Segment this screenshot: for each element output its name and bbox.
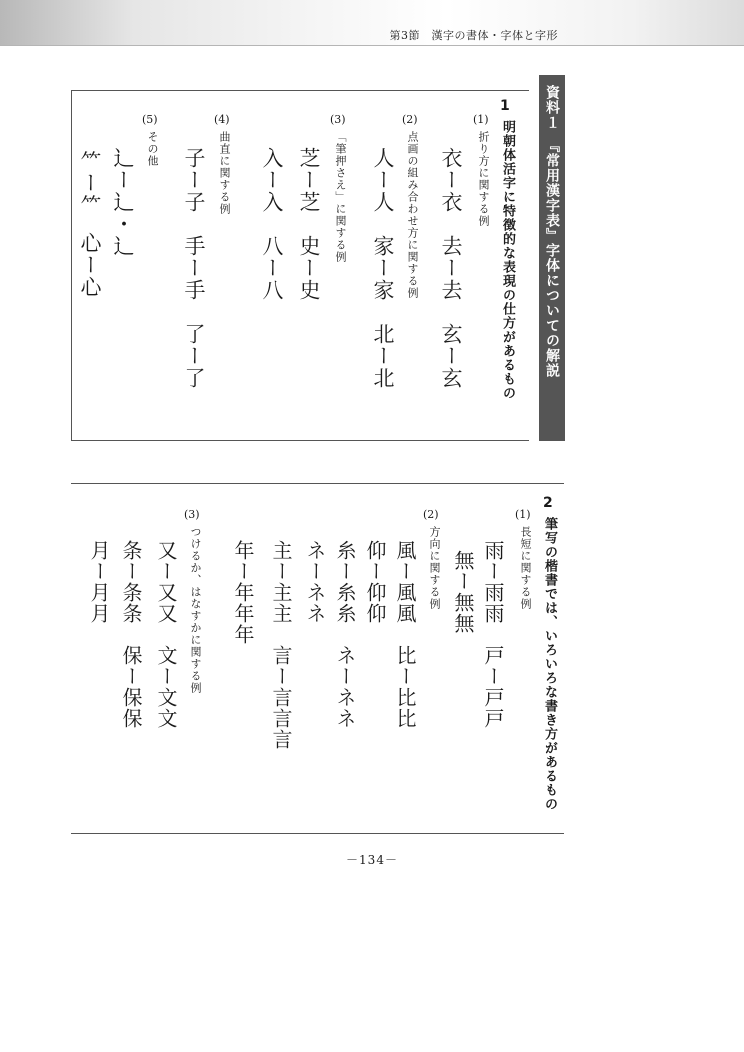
s1-group5-examples-2: 心ー心 <box>78 232 102 298</box>
s1-group4-num: (4) <box>214 113 230 126</box>
section1-bottom-rule <box>71 440 529 441</box>
s2-group2-examples-4: ネーネネ <box>303 540 327 624</box>
s1-group2-num: (2) <box>402 113 418 126</box>
s1-group3-examples-1: 芝ー芝 史ー史 <box>297 147 321 301</box>
s2-group3-examples-2: 条ー条条 保ー保保 <box>119 540 143 729</box>
page-number: －134－ <box>346 853 398 867</box>
s2-group1-examples-1: 雨ー雨雨 戸ー戸戸 <box>481 540 505 729</box>
section1-left-rule <box>71 90 72 441</box>
header-band <box>0 0 744 46</box>
s2-group2-examples-6: 年ー年年年 <box>231 540 255 645</box>
section2-number: 2 <box>543 495 553 511</box>
section1-number: 1 <box>500 98 510 114</box>
s2-group2-examples-1: 風ー風風 比ー比比 <box>393 540 417 729</box>
s2-group1-examples-2: 無ー無無 <box>451 550 475 634</box>
sidebar-title: 資料１ 『常用漢字表』字体についての解説 <box>544 85 560 378</box>
s1-group2-label: 点画の組み合わせ方に関する例 <box>406 131 419 299</box>
s2-group3-num: (3) <box>184 508 200 521</box>
s1-group5-num: (5) <box>142 113 158 126</box>
s1-group1-num: (1) <box>473 113 489 126</box>
s1-group2-examples: 人ー人 家ー家 北ー北 <box>371 147 395 389</box>
s2-group1-label: 長短に関する例 <box>519 526 532 610</box>
s2-group3-examples-1: 又ー又又 文ー文文 <box>154 540 178 729</box>
s1-group5-examples-3: ⺮ー⺮ <box>78 150 102 216</box>
s1-group3-label: 「筆押さえ」に関する例 <box>334 131 347 263</box>
chapter-header: 第3節 漢字の書体・字体と字形 <box>389 29 558 42</box>
section1-title: 明朝体活字に特徴的な表現の仕方があるもの <box>500 120 515 400</box>
section1-top-rule <box>71 90 529 91</box>
s2-group2-num: (2) <box>423 508 439 521</box>
section2-bottom-rule <box>71 833 564 834</box>
section2-top-rule <box>71 483 564 484</box>
s1-group1-examples: 衣ー衣 去ー去 玄ー玄 <box>439 147 463 389</box>
material-sidebar <box>539 75 565 441</box>
s2-group3-examples-3: 月ー月月 <box>87 540 111 624</box>
s2-group2-examples-3: 糸ー糸糸 ネーネネ <box>333 540 357 729</box>
s2-group3-label: つけるか、はなすかに関する例 <box>189 526 202 694</box>
s2-group2-examples-5: 主ー主主 言ー言言言 <box>269 540 293 750</box>
section2-title: 筆写の楷書では、いろいろな書き方があるもの <box>542 517 557 811</box>
s2-group2-examples-2: 仰ー仰仰 <box>363 540 387 624</box>
s1-group5-examples-1: 辶ー辶・辶 <box>111 147 135 257</box>
s1-group4-label: 曲直に関する例 <box>218 131 231 215</box>
s1-group4-examples: 子ー子 手ー手 了ー了 <box>182 147 206 389</box>
s1-group3-examples-2: 入ー入 八ー八 <box>260 147 284 301</box>
s1-group1-label: 折り方に関する例 <box>477 131 490 227</box>
s2-group1-num: (1) <box>515 508 531 521</box>
s1-group5-label: その他 <box>146 131 159 167</box>
s1-group3-num: (3) <box>330 113 346 126</box>
s2-group2-label: 方向に関する例 <box>428 526 441 610</box>
